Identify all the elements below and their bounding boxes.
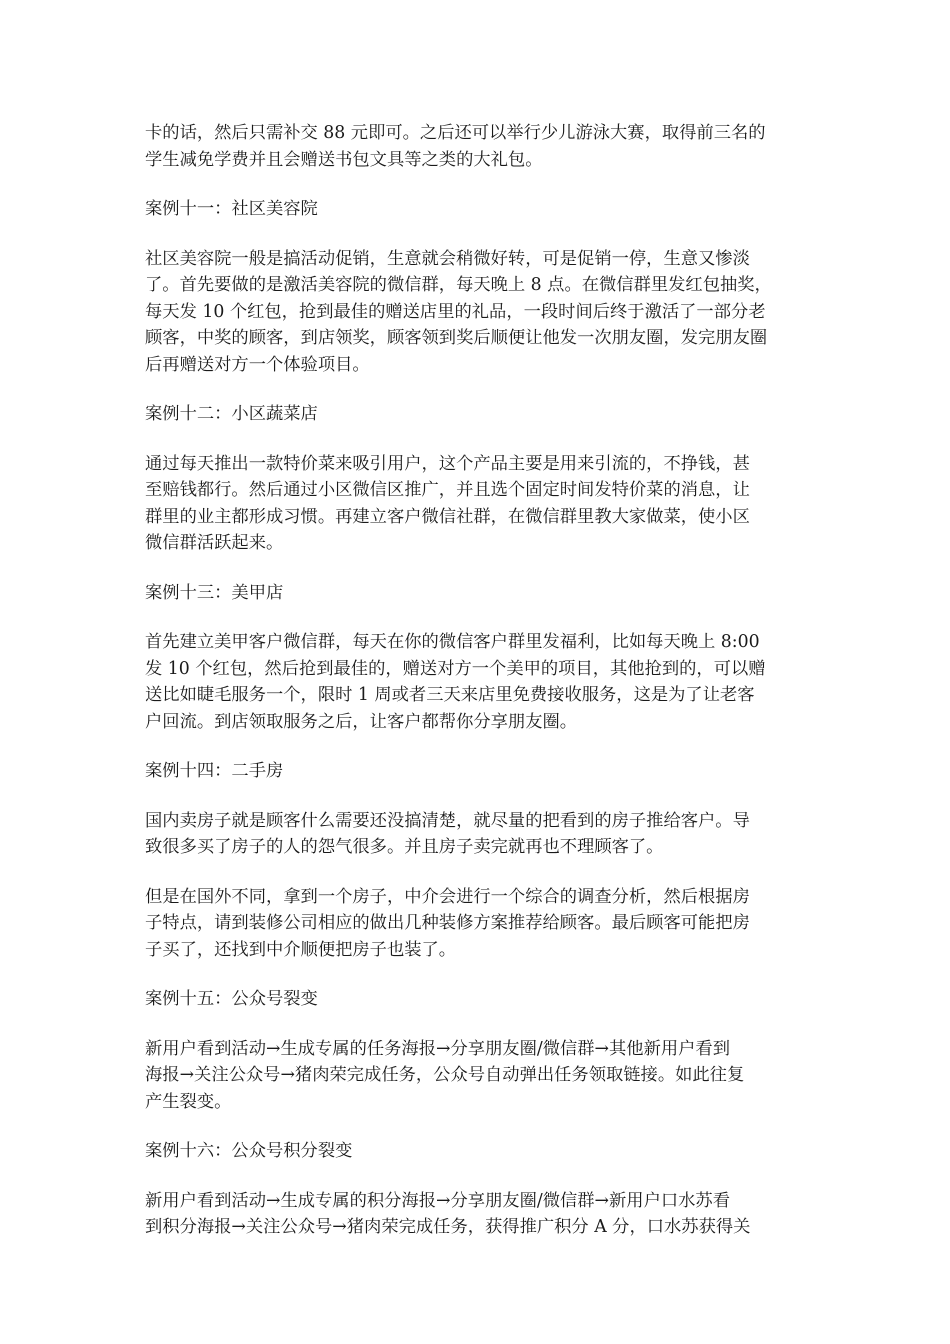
paragraph (145, 629, 807, 735)
text-line: 海报→关注公众号→猪肉荣完成任务，公众号自动弹出任务领取链接。如此往复 (145, 1065, 745, 1085)
paragraph (145, 884, 807, 964)
text-line: 案例十四：二手房 (145, 761, 284, 781)
text-line: 但是在国外不同，拿到一个房子，中介会进行一个综合的调查分析，然后根据房 (145, 886, 750, 907)
text-line: 通过每天推出一款特价菜来吸引用户，这个产品主要是用来引流的，不挣钱，甚 (145, 453, 750, 474)
text-line: 产生裂变。 (145, 1091, 232, 1112)
paragraph (145, 1188, 807, 1241)
text-line: 社区美容院一般是搞活动促销，生意就会稍微好转，可是促销一停，生意又惨淡 (145, 248, 750, 269)
text-line: 子特点，请到装修公司相应的做出几种装修方案推荐给顾客。最后顾客可能把房 (145, 913, 750, 933)
text-line: 学生减免学费并且会赠送书包文具等之类的大礼包。 (145, 149, 543, 170)
paragraph (145, 808, 807, 861)
section-heading (145, 580, 807, 607)
text-line: 群里的业主都形成习惯。再建立客户微信社群，在微信群里教大家做菜，使小区 (145, 506, 750, 527)
text-line: 了。首先要做的是激活美容院的微信群，每天晚上 8 点。在微信群里发红包抽奖， (145, 275, 772, 295)
section-heading (145, 401, 807, 428)
text-line: 案例十一：社区美容院 (145, 199, 318, 219)
text-line: 案例十六：公众号积分裂变 (145, 1141, 353, 1161)
text-line: 户回流。到店领取服务之后，让客户都帮你分享朋友圈。 (145, 711, 578, 732)
text-line: 送比如睫毛服务一个，限时 1 周或者三天来店里免费接收服务，这是为了让老客 (145, 685, 755, 705)
text-line: 新用户看到活动→生成专属的任务海报→分享朋友圈/微信群→其他新用户看到 (145, 1038, 730, 1059)
text-line: 卡的话，然后只需补交 88 元即可。之后还可以举行少儿游泳大赛，取得前三名的 (145, 123, 766, 143)
text-line: 至赔钱都行。然后通过小区微信区推广，并且选个固定时间发特价菜的消息，让 (145, 480, 750, 500)
text-line: 致很多买了房子的人的怨气很多。并且房子卖完就再也不理顾客了。 (145, 837, 664, 857)
text-line: 子买了，还找到中介顺便把房子也装了。 (145, 939, 457, 960)
text-line: 案例十二：小区蔬菜店 (145, 404, 318, 424)
document-body (145, 120, 807, 1264)
text-line: 每天发 10 个红包，抢到最佳的赠送店里的礼品，一段时间后终于激活了一部分老 (145, 301, 766, 322)
text-line: 新用户看到活动→生成专属的积分海报→分享朋友圈/微信群→新用户口水苏看 (145, 1190, 730, 1211)
text-line: 案例十五：公众号裂变 (145, 989, 318, 1009)
section-heading (145, 758, 807, 785)
paragraph (145, 246, 807, 379)
text-line: 到积分海报→关注公众号→猪肉荣完成任务，获得推广积分 A 分，口水苏获得关 (145, 1217, 751, 1237)
text-line: 国内卖房子就是顾客什么需要还没搞清楚，就尽量的把看到的房子推给客户。导 (145, 810, 750, 831)
text-line: 顾客，中奖的顾客，到店领奖，顾客领到奖后顺便让他发一次朋友圈，发完朋友圈 (145, 328, 768, 348)
text-line: 案例十三：美甲店 (145, 582, 284, 603)
paragraph (145, 451, 807, 557)
text-line: 首先建立美甲客户微信群，每天在你的微信客户群里发福利，比如每天晚上 8:00 (145, 632, 760, 652)
section-heading (145, 986, 807, 1013)
text-line: 后再赠送对方一个体验项目。 (145, 354, 370, 375)
text-line: 微信群活跃起来。 (145, 533, 284, 553)
paragraph (145, 120, 807, 173)
paragraph (145, 1036, 807, 1116)
text-line: 发 10 个红包，然后抢到最佳的，赠送对方一个美甲的项目，其他抢到的，可以赠 (145, 658, 766, 679)
section-heading (145, 1138, 807, 1165)
section-heading (145, 196, 807, 223)
